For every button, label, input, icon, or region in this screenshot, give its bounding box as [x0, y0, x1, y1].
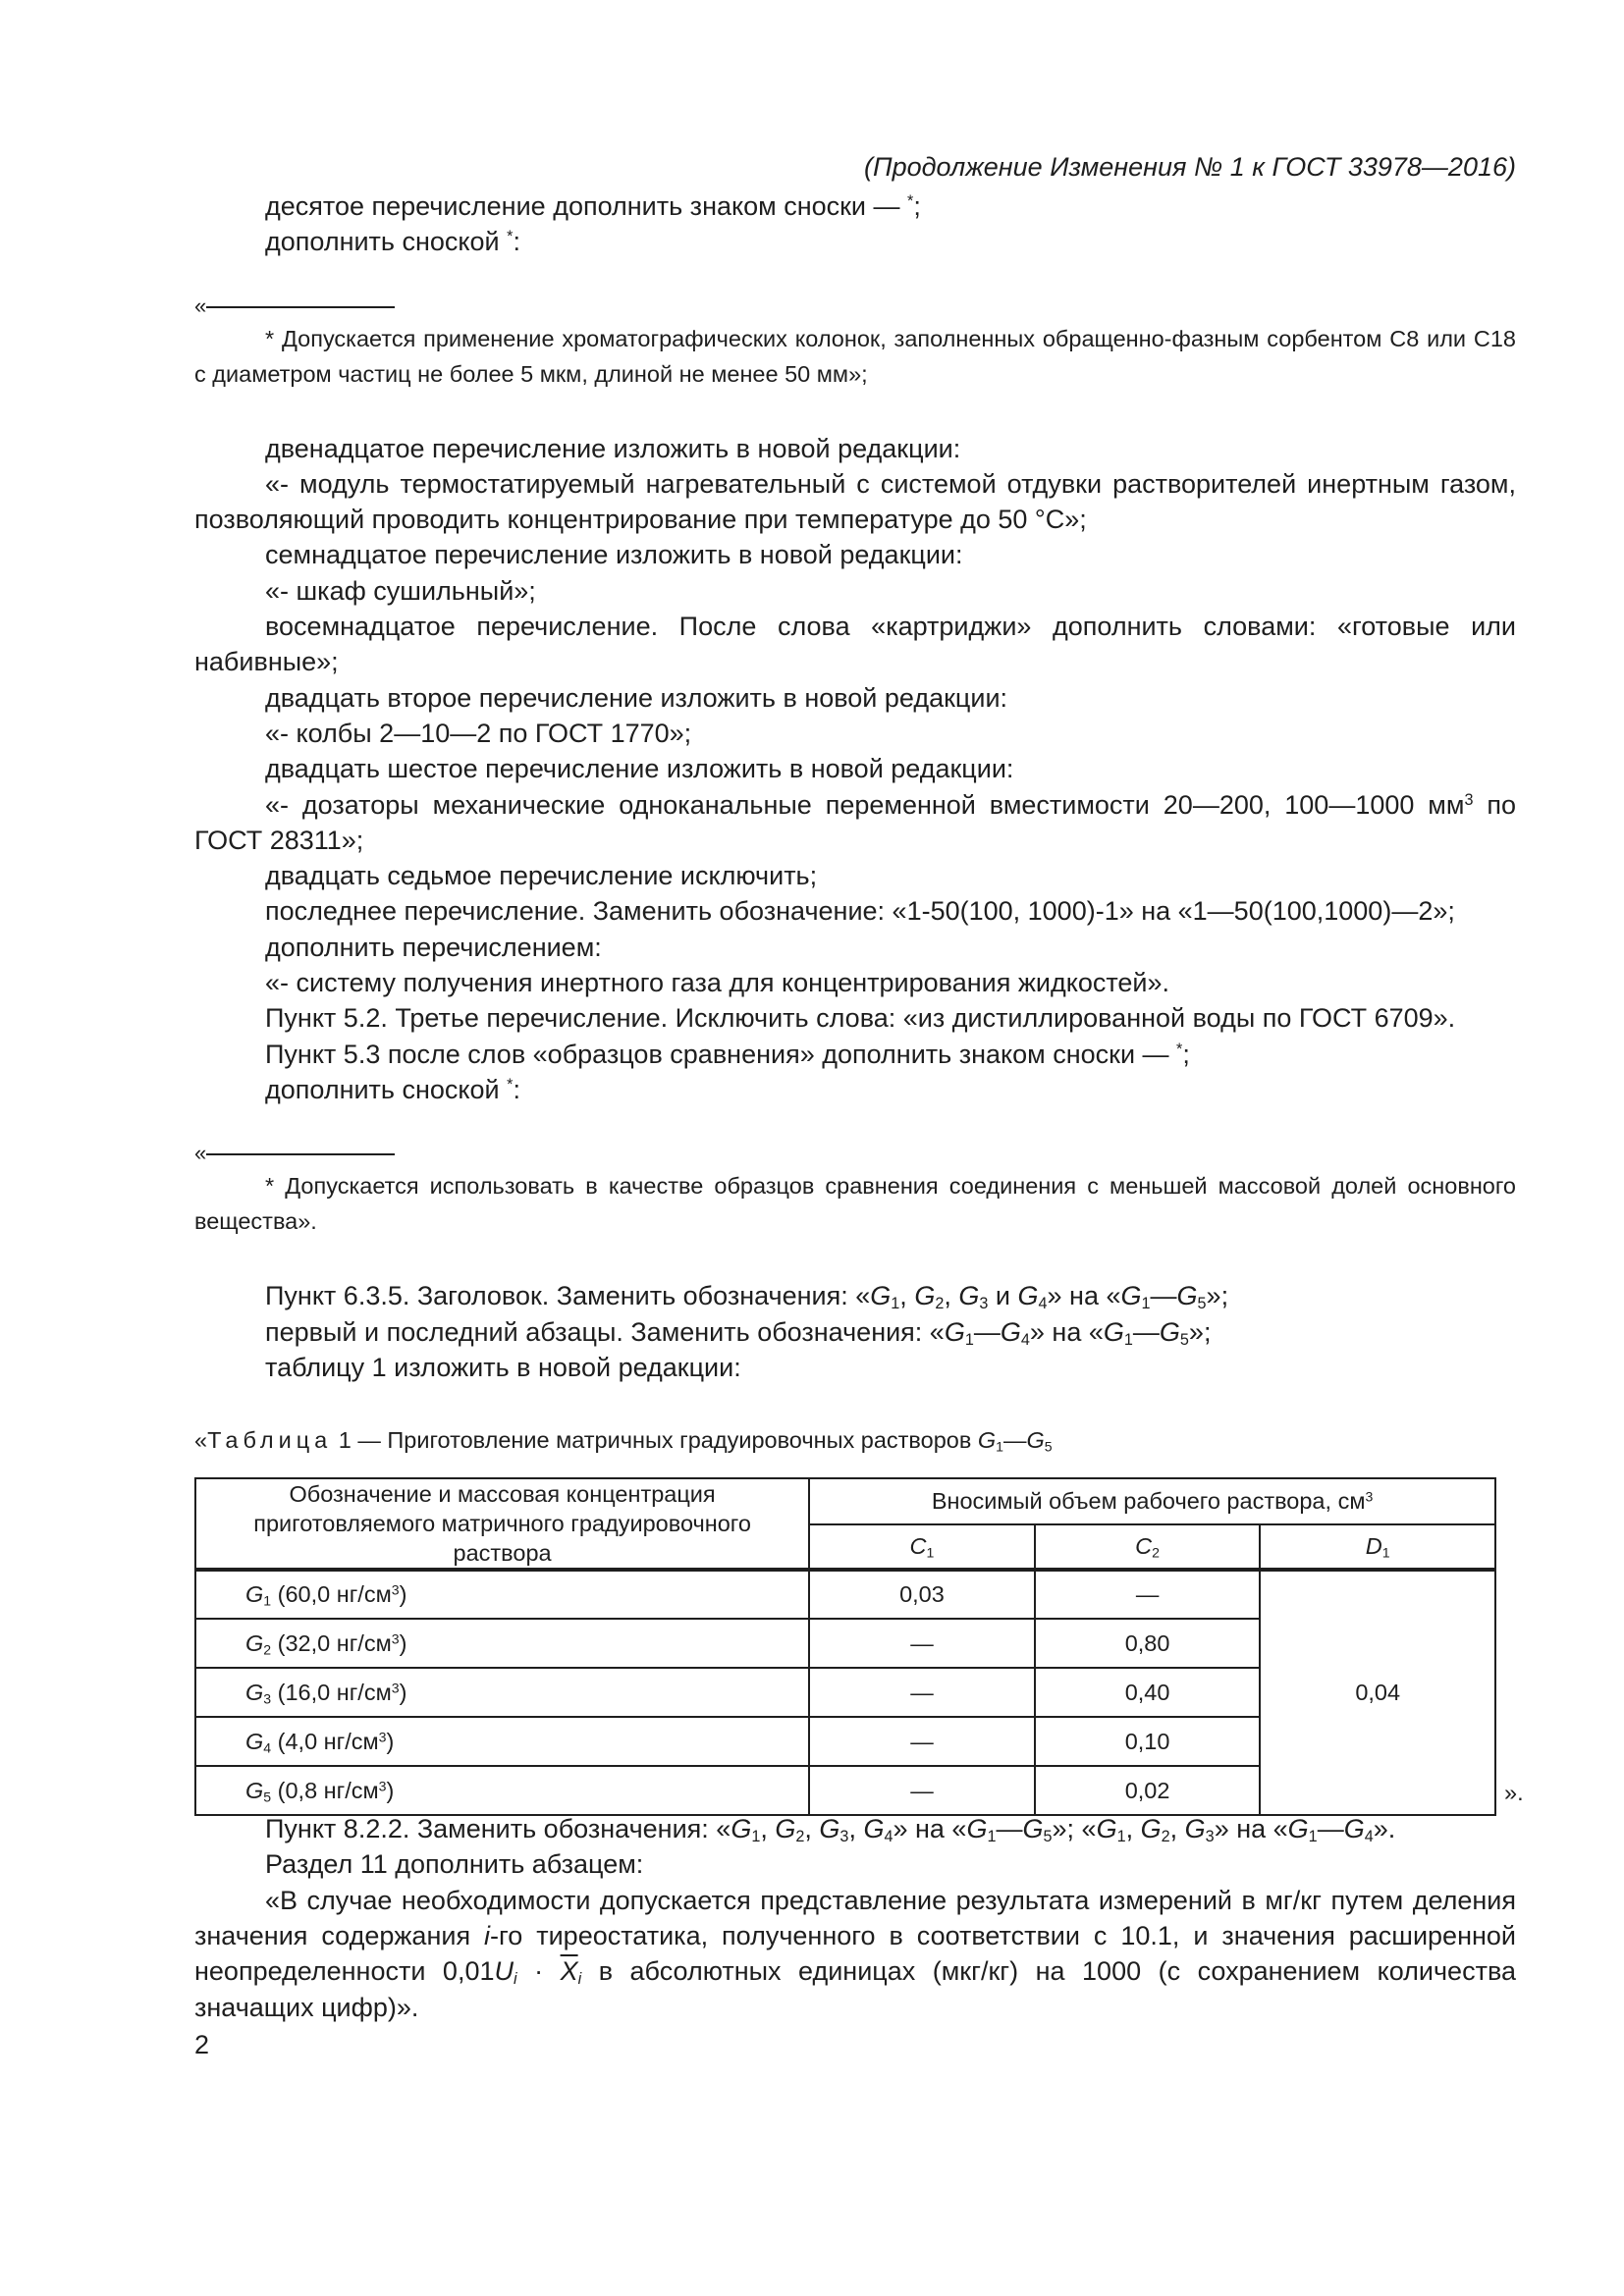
paragraph: таблицу 1 изложить в новой редакции:: [265, 1352, 741, 1382]
table-cell-d1-value: 0,04: [1260, 1570, 1495, 1815]
paragraph-dosators: «- дозаторы механические одноканальные переменной вместимости 20—200, 100—1000 $мм^3$ по ГОСТ 28311»;: [194, 789, 1516, 855]
paragraph: двенадцатое перечисление изложить в новой редакции:: [265, 433, 961, 463]
table-header-c1: $С_1$: [809, 1524, 1035, 1571]
paragraph-5-3: Пункт 5.3 после слов «образцов сравнения» дополнить знаком сноски — *;: [265, 1039, 1190, 1069]
paragraph: «- шкаф сушильный»;: [265, 575, 536, 606]
paragraph: «- систему получения инертного газа для концентрирования жидкостей».: [265, 968, 1170, 998]
paragraph: Раздел 11 дополнить абзацем:: [265, 1849, 644, 1880]
table-row: $G_1$ (60,0 $нг/см^3$) 0,03 — 0,04: [195, 1570, 1495, 1619]
paragraph: двадцать седьмое перечисление исключить;: [265, 861, 818, 891]
table-row: $G_4$ (4,0 $нг/см^3$) — 0,10: [195, 1717, 1495, 1766]
paragraph: семнадцатое перечисление изложить в новой редакции:: [265, 540, 963, 570]
table-header-volume: Вносимый объем рабочего раствора, $см^3$: [809, 1478, 1495, 1524]
paragraph: двадцать шестое перечисление изложить в новой редакции:: [265, 754, 1014, 784]
footnote-separator: «: [194, 292, 1516, 321]
table-caption: «Таблица 1 — Приготовление матричных градуировочных растворов $G_1—G_5$: [194, 1427, 1053, 1455]
paragraph: «- колбы 2—10—2 по ГОСТ 1770»;: [265, 718, 692, 748]
paragraph: Пункт 5.2. Третье перечисление. Исключить слова: «из дистиллированной воды по ГОСТ 6709».: [265, 1003, 1456, 1034]
paragraph-add-footnote: дополнить сноской *:: [265, 1074, 520, 1104]
table-header-designation: Обозначение и массовая концентрация приготовляемого матричного градуировочного раствора: [195, 1478, 809, 1570]
paragraph-last: «В случае необходимости допускается представление результата измерений в мг/кг путем деления значения содержания i-го тиреостатика, полученного в соответствии с 10.1, и значения расширенной неопределенности $0,01U_i \cdot \overline{X}_i$ в абсолютных единицах (мкг/кг) на 1000 (с сохранением количества значащих цифр)».: [194, 1885, 1516, 2022]
paragraph-footnote-sign: десятое перечисление дополнить знаком сноски — *;: [265, 191, 921, 221]
paragraph: восемнадцатое перечисление. После слова «картриджи» дополнить словами: «готовые или набивные»;: [194, 612, 1516, 677]
document-page: [194, 147, 1524, 2064]
table-header-d1: $D_1$: [1260, 1524, 1495, 1571]
page-header: (Продолжение Изменения № 1 к ГОСТ 33978—2016): [864, 152, 1516, 182]
footnote-text: * Допускается использовать в качестве образцов сравнения соединения с меньшей массовой долей основного вещества».: [194, 1173, 1516, 1235]
table-closing-quote: ».: [1504, 1780, 1524, 1806]
paragraph-6-3-5: Пункт 6.3.5. Заголовок. Заменить обозначения: «$G_1$, $G_2$, $G_3$ и $G_4$» на «$G_1—G_5$»;: [265, 1281, 1229, 1313]
table-row: $G_3$ (16,0 $нг/см^3$) — 0,40: [195, 1668, 1495, 1717]
paragraph-add-footnote: дополнить сноской *:: [265, 227, 520, 257]
paragraph: «- модуль термостатируемый нагревательный с системой отдувки растворителей инертным газом, позволяющий проводить концентрирование при температуре до 50 °С»;: [194, 468, 1516, 535]
table-wrap: [194, 1466, 1524, 1806]
paragraph-8-2-2: Пункт 8.2.2. Заменить обозначения: «$G_1$, $G_2$, $G_3$, $G_4$» на «$G_1—G_5$»; «$G_1$, $G_2$, $G_3$» на «$G_1—G_4$».: [265, 1814, 1396, 1846]
page-number: 2: [194, 2029, 210, 2059]
data-table: [194, 1477, 1496, 1816]
paragraph: дополнить перечислением:: [265, 932, 602, 962]
paragraph-first-last: первый и последний абзацы. Заменить обозначения: «$G_1—G_4$» на «$G_1—G_5$»;: [265, 1316, 1212, 1349]
table-row: $G_2$ (32,0 $нг/см^3$) — 0,80: [195, 1619, 1495, 1668]
table-row: $G_5$ (0,8 $нг/см^3$) — 0,02: [195, 1766, 1495, 1815]
footnote-text: * Допускается применение хроматографических колонок, заполненных обращенно-фазным сорбентом С8 или С18 с диаметром частиц не более 5 мкм, длиной не менее 50 мм»;: [194, 325, 1516, 387]
paragraph: последнее перечисление. Заменить обозначение: «1-50(100, 1000)-1» на «1—50(100,1000)—2»;: [265, 896, 1455, 927]
paragraph: двадцать второе перечисление изложить в новой редакции:: [265, 682, 1008, 713]
footnote-separator: «: [194, 1139, 1516, 1168]
table-header-c2: $С_2$: [1035, 1524, 1261, 1571]
